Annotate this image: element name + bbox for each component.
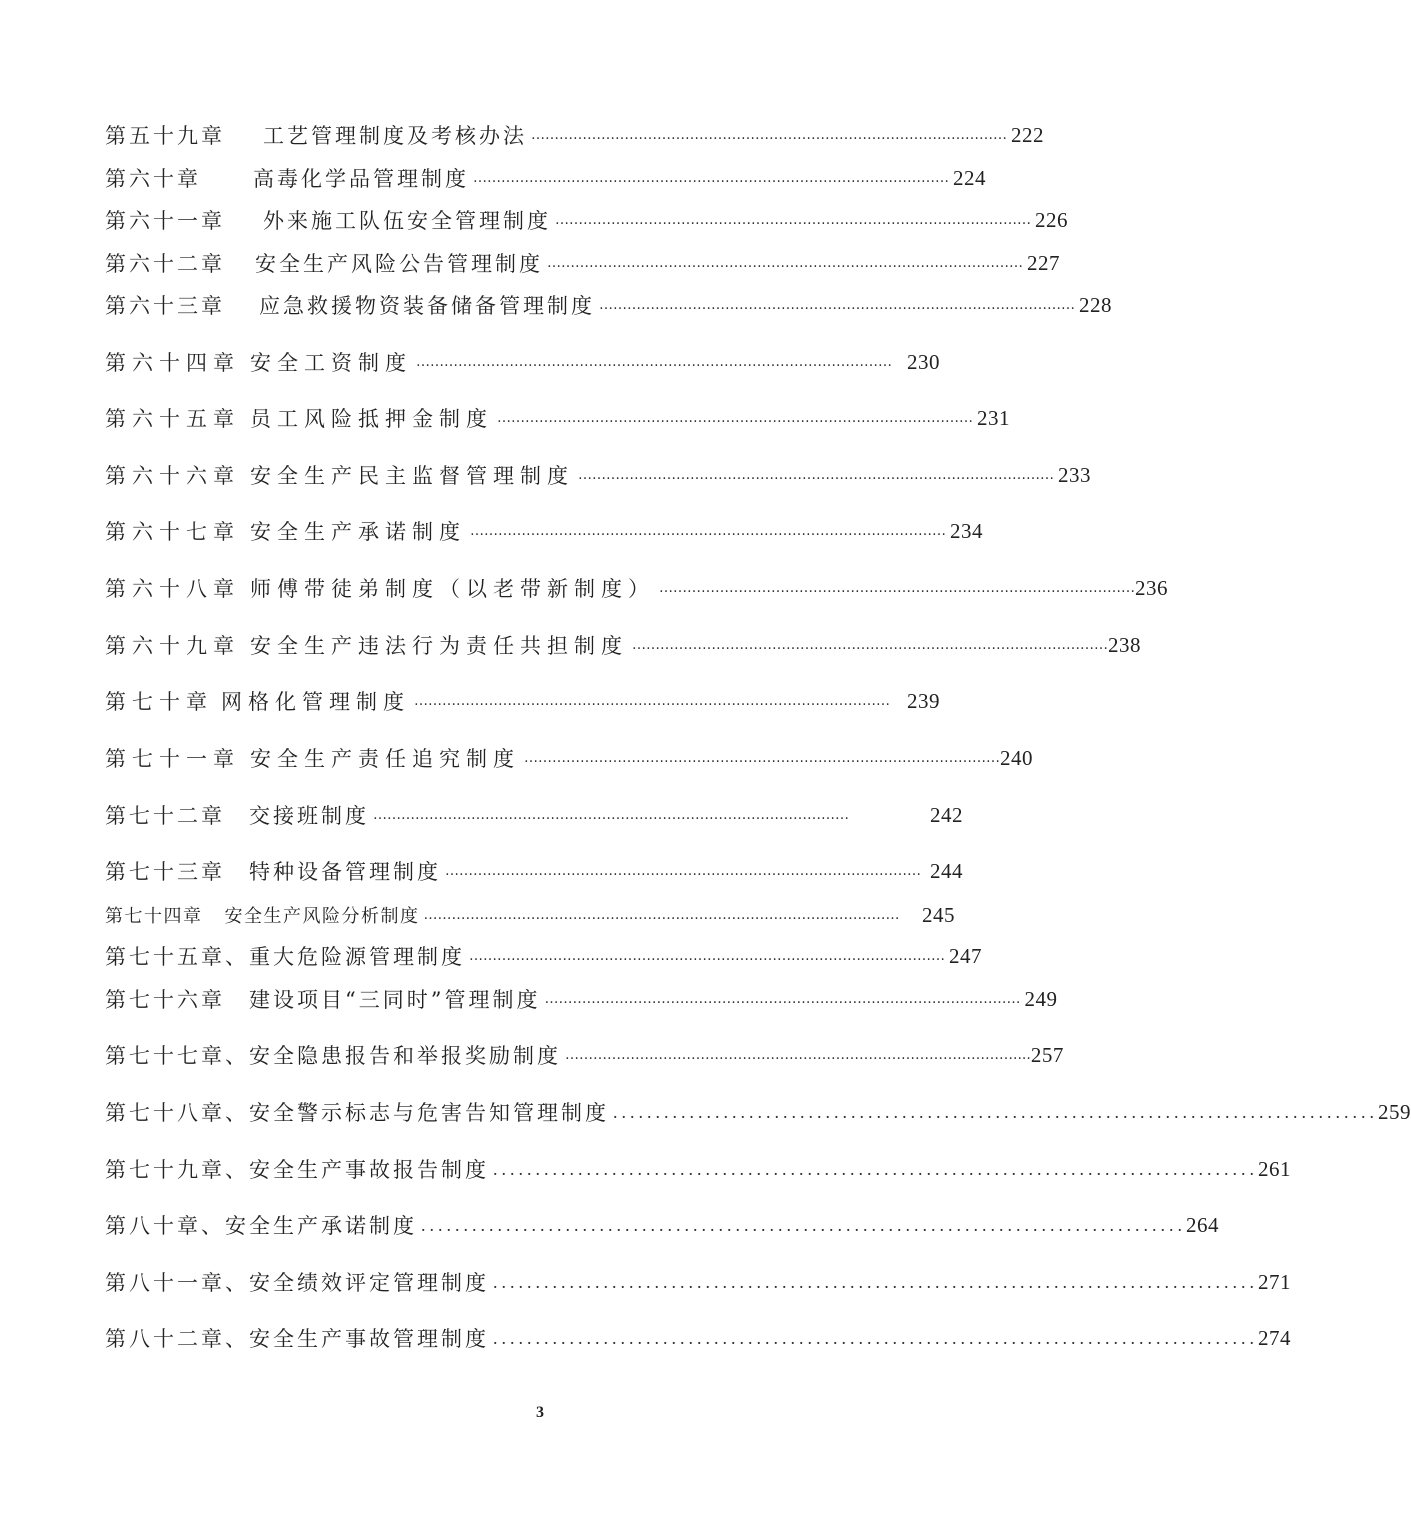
- page-number: 261: [1258, 1156, 1291, 1181]
- toc-entry-78[interactable]: [105, 1097, 1411, 1127]
- chapter-title: 建设项目“三同时”管理制度: [249, 988, 541, 1012]
- page-number: 224: [953, 165, 986, 190]
- toc-entry-71[interactable]: [105, 743, 1033, 773]
- toc-entry-74[interactable]: [105, 900, 955, 930]
- page-number: 234: [950, 518, 983, 543]
- chapter-title: 安全工资制度: [250, 351, 412, 375]
- page-number: 233: [1058, 462, 1091, 487]
- chapter-number: 第七十六章: [105, 988, 225, 1012]
- page-number: 249: [1024, 986, 1058, 1011]
- chapter-number: 第六十一章: [105, 209, 225, 233]
- dot-leader: …………………………………………………………………………………………: [524, 750, 1000, 766]
- page-number: 247: [949, 943, 982, 968]
- chapter-number: 第七十八章、: [105, 1101, 249, 1125]
- chapter-number: 第六十七章: [105, 520, 240, 544]
- page-number: 227: [1027, 250, 1060, 275]
- dot-leader: …………………………………………………………………………………………: [414, 693, 890, 709]
- dot-leader: …………………………………………………………………………………………: [423, 907, 900, 923]
- chapter-title: 应急救援物资装备储备管理制度: [259, 294, 595, 318]
- toc-entry-79[interactable]: [105, 1154, 1291, 1184]
- chapter-title: 安全生产承诺制度: [225, 1214, 417, 1238]
- dot-leader: …………………………………………………………………………………………: [469, 948, 945, 964]
- chapter-title: 安全生产民主监督管理制度: [250, 464, 574, 488]
- page-number: 264: [1186, 1212, 1219, 1237]
- toc-entry-75[interactable]: [105, 941, 982, 971]
- chapter-number: 第五十九章: [105, 124, 225, 148]
- chapter-title: 工艺管理制度及考核办法: [263, 124, 527, 148]
- toc-entry-67[interactable]: [105, 516, 983, 546]
- dot-leader: …………………………………………………………………………………………: [555, 212, 1031, 228]
- chapter-title: 安全生产风险分析制度: [224, 906, 420, 927]
- toc-entry-64[interactable]: [105, 347, 940, 377]
- toc-entry-77[interactable]: [105, 1040, 1064, 1070]
- chapter-title: 安全生产承诺制度: [250, 520, 466, 544]
- dot-leader: …………………………………………………………………………………………: [659, 580, 1135, 596]
- page-number: 226: [1035, 207, 1068, 232]
- dot-leader: …………………………………………………………………………………………: [470, 523, 946, 539]
- page-number: 244: [930, 858, 963, 883]
- page-number: 259: [1378, 1099, 1411, 1124]
- dot-leader: …………………………………………………………………………………………: [416, 354, 892, 370]
- page-number: 239: [907, 688, 940, 713]
- toc-entry-80[interactable]: [105, 1210, 1219, 1240]
- chapter-number: 第六十章: [105, 167, 201, 191]
- chapter-number: 第八十一章、: [105, 1271, 249, 1295]
- chapter-title: 安全隐患报告和举报奖励制度: [249, 1044, 561, 1068]
- toc-entry-73[interactable]: [105, 856, 963, 886]
- chapter-title: 安全警示标志与危害告知管理制度: [249, 1101, 609, 1125]
- chapter-number: 第六十六章: [105, 464, 240, 488]
- dot-leader: …………………………………………………………………………………………: [578, 467, 1054, 483]
- chapter-number: 第七十三章: [105, 860, 225, 884]
- chapter-number: 第六十四章: [105, 351, 240, 375]
- page-footer-number: 3: [536, 1404, 544, 1421]
- page-number: 240: [1000, 745, 1033, 770]
- chapter-number: 第六十八章: [105, 577, 240, 601]
- dot-leader: ..........................................................................................: [493, 1158, 1258, 1179]
- chapter-title: 安全绩效评定管理制度: [249, 1271, 489, 1295]
- chapter-number: 第六十九章: [105, 634, 240, 658]
- toc-entry-60[interactable]: [105, 163, 986, 193]
- chapter-number: 第七十章: [105, 690, 213, 714]
- chapter-number: 第七十一章: [105, 747, 240, 771]
- chapter-number: 第六十五章: [105, 407, 240, 431]
- toc-entry-62[interactable]: [105, 248, 1060, 278]
- dot-leader: …………………………………………………………………………………………: [599, 297, 1075, 313]
- chapter-title: 师傅带徒弟制度（以老带新制度）: [250, 577, 655, 601]
- chapter-title: 安全生产事故管理制度: [249, 1327, 489, 1351]
- dot-leader: …………………………………………………………………………………………: [544, 991, 1021, 1007]
- dot-leader: …………………………………………………………………………………………: [473, 170, 949, 186]
- chapter-number: 第七十二章: [105, 804, 225, 828]
- page-number: 231: [977, 405, 1010, 430]
- chapter-number: 第七十九章、: [105, 1158, 249, 1182]
- page-number: 257: [1030, 1042, 1064, 1067]
- dot-leader: …………………………………………………………………………………………: [445, 863, 921, 879]
- chapter-title: 交接班制度: [249, 804, 369, 828]
- chapter-number: 第八十章、: [105, 1214, 225, 1238]
- chapter-number: 第七十四章: [105, 906, 203, 927]
- toc-entry-66[interactable]: [105, 460, 1091, 490]
- chapter-title: 高毒化学品管理制度: [253, 167, 469, 191]
- chapter-number: 第六十三章: [105, 294, 225, 318]
- page-number: 242: [930, 802, 963, 827]
- chapter-title: 重大危险源管理制度: [249, 945, 465, 969]
- dot-leader: ……………………………………………………………………………………....: [565, 1047, 1031, 1063]
- page-number: 271: [1258, 1269, 1291, 1294]
- chapter-number: 第七十七章、: [105, 1044, 249, 1068]
- page-number: 222: [1011, 122, 1044, 147]
- dot-leader: …………………………………………………………………………………………: [632, 637, 1108, 653]
- page-number: 228: [1079, 292, 1112, 317]
- toc-entry-72[interactable]: [105, 800, 963, 830]
- toc-entry-81[interactable]: [105, 1267, 1291, 1297]
- chapter-title: 安全生产风险公告管理制度: [255, 252, 543, 276]
- dot-leader: ..........................................................................................: [613, 1101, 1378, 1122]
- dot-leader: ..........................................................................................: [493, 1271, 1258, 1292]
- dot-leader: …………………………………………………………………………………………: [497, 410, 973, 426]
- dot-leader: …………………………………………………………………………………………: [531, 127, 1007, 143]
- chapter-title: 安全生产违法行为责任共担制度: [250, 634, 628, 658]
- dot-leader: ..........................................................................................: [421, 1214, 1186, 1235]
- page-number: 245: [922, 902, 955, 927]
- chapter-title: 安全生产事故报告制度: [249, 1158, 489, 1182]
- chapter-title: 外来施工队伍安全管理制度: [263, 209, 551, 233]
- dot-leader: …………………………………………………………………………………………: [373, 807, 849, 823]
- page-number: 238: [1108, 632, 1141, 657]
- toc-entry-65[interactable]: [105, 403, 1010, 433]
- toc-entry-61[interactable]: [105, 205, 1068, 235]
- toc-entry-68[interactable]: [105, 573, 1168, 603]
- chapter-number: 第六十二章: [105, 252, 225, 276]
- toc-entry-70[interactable]: [105, 686, 940, 716]
- chapter-number: 第八十二章、: [105, 1327, 249, 1351]
- dot-leader: …………………………………………………………………………………………: [547, 255, 1023, 271]
- toc-entry-63[interactable]: [105, 290, 1112, 320]
- dot-leader: ..........................................................................................: [493, 1327, 1258, 1348]
- chapter-title: 特种设备管理制度: [249, 860, 441, 884]
- chapter-title: 员工风险抵押金制度: [250, 407, 493, 431]
- toc-entry-82[interactable]: [105, 1323, 1291, 1353]
- chapter-title: 安全生产责任追究制度: [250, 747, 520, 771]
- toc-entry-76[interactable]: [105, 984, 1058, 1014]
- toc-entry-59[interactable]: [105, 120, 1044, 150]
- chapter-number: 第七十五章、: [105, 945, 249, 969]
- toc-entry-69[interactable]: [105, 630, 1141, 660]
- page-number: 274: [1258, 1325, 1291, 1350]
- page-number: 236: [1135, 575, 1168, 600]
- page-number: 230: [907, 349, 940, 374]
- chapter-title: 网格化管理制度: [221, 690, 410, 714]
